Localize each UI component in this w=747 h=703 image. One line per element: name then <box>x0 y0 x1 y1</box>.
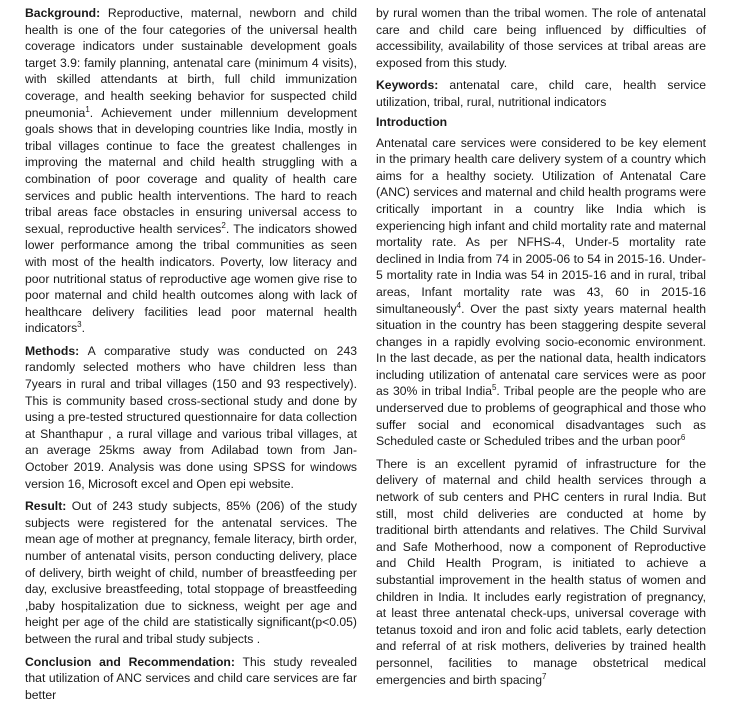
background-text: Reproductive, maternal, newborn and child health is one of the four categories of the universal health coverage indicators under sustainable development goals target 3.9: family planning, antenatal care (minimum 4 visits), with skilled attendants at birth, full child immunization coverage, and health seeking behavior for suspected child pneumonia$^1$. Achievement under millennium development goals shows that in developing countries like India, mostly in tribal villages continue to face the greatest challenges in improving the maternal and child health struggling with a combination of poor coverage and quality of health care services and public health interventions. The hard to reach tribal areas face obstacles in ensuring universal access to sexual, reproductive health services$^2$. The indicators showed lower performance among the tribal communities as seen with most of the health indicators. Poverty, low literacy and poor nutritional status of reproductive age women give rise to poor maternal and child health outcomes along with lack of healthcare delivery facilities lead poor maternal health indicators$^3$. <box>25 6 358 336</box>
citation-superscript: 7 <box>541 671 547 681</box>
left-column <box>25 5 357 703</box>
conclusion-continued-text: by rural women than the tribal women. The role of antenatal care and child care being influenced by difficulties of accessibility, availability of those services at tribal areas are exposed from this study. <box>376 6 706 70</box>
introduction-paragraph-2 <box>376 456 706 688</box>
methods-label: Methods: <box>25 343 80 358</box>
introduction-heading: Introduction <box>376 114 448 129</box>
right-column <box>376 5 706 688</box>
introduction-text-2: There is an excellent pyramid of infrastructure for the delivery of maternal and child health services through a network of sub centers and PHC centers in rural India. But still, most child deliveries are conducted at home by traditional birth attendants and relatives. The Child Survival and Safe Motherhood, now a component of Reproductive and Child Health Program, is initiated to achieve a substantial improvement in the health status of women and children in India. It includes early registration of pregnancy, at least three antenatal check-ups, universal coverage with tetanus toxoid and iron and folic acid tablets, early detection and referral of at risk mothers, deliveries by trained health personnel, facilities to manage obstetrical medical emergencies and birth spacing$^7$ <box>376 456 706 687</box>
methods-paragraph <box>25 343 357 492</box>
keywords-paragraph <box>376 77 706 110</box>
background-label: Background: <box>25 6 101 20</box>
citation-superscript: 2 <box>221 220 226 230</box>
result-paragraph <box>25 498 357 647</box>
result-text: Out of 243 study subjects, 85% (206) of the study subjects were registered for the antenatal services. The mean age of mother at pregnancy, female literacy, birth order, number of antenatal visits, person conducting delivery, place of delivery, birth weight of child, number of breastfeeding per day, exclusive breastfeeding, total stoppage of breastfeeding ,baby hospitalization due to sickness, weight per age and height per age of the child are statistically significant(p<0.05) between the rural and tribal study subjects . <box>25 499 357 646</box>
citation-superscript: 5 <box>491 383 497 393</box>
citation-superscript: 1 <box>85 104 90 114</box>
background-paragraph <box>25 5 357 337</box>
conclusion-continued-paragraph <box>376 5 706 71</box>
result-label: Result: <box>25 499 67 514</box>
methods-text: A comparative study was conducted on 243 randomly selected mothers who have children less than 7years in rural and tribal villages (150 and 93 respectively). This is community based cross-sectional study and done by using a pre-tested structured questionnaire for data collection at Shanthapur , a rural village and various tribal villages, at an average 25kms away from Adilabad town from Jan-October 2019. Analysis was done using SPSS for windows version 16, Microsoft excel and Open epi website. <box>25 343 357 491</box>
introduction-text-1: Antenatal care services were considered to be key element in the primary health care delivery system of a country which aims for a healthy society. Utilization of Antenatal Care (ANC) services and maternal and child health programs were critically important in a country like India which is experiencing high infant and child mortality rate and maternal mortality rate. As per NFHS-4, Under-5 mortality rate declined in India from 74 in 2005-06 to 54 in 2015-16. Under-5 mortality rate in India was 54 in 2015-16 and in rural, tribal areas, Infant mortality rate was 43, 60 in 2015-16 simultaneously$^4$. Over the past sixty years maternal health situation in the country has been staggering despite several changes in a rapidly evolving socio-economic environment. In the last decade, as per the national data, health indicators including utilization of antenatal care services were as poor as 30% in tribal India$^5$. Tribal people are the people who are underserved due to problems of geographical and those who suffer social and economical disadvantages such as Scheduled caste or Scheduled tribes and the urban poor$^6$ <box>376 135 706 449</box>
citation-superscript: 6 <box>680 433 686 443</box>
conclusion-label: Conclusion and Recommendation: <box>25 654 235 669</box>
conclusion-text: This study revealed that utilization of ANC services and child care services are far better <box>25 654 357 702</box>
conclusion-paragraph <box>25 654 357 703</box>
keywords-text: antenatal care, child care, health service utilization, tribal, rural, nutritional indicators <box>376 78 706 109</box>
keywords-label: Keywords: <box>376 78 439 93</box>
citation-superscript: 3 <box>77 320 82 330</box>
citation-superscript: 4 <box>456 300 462 310</box>
introduction-paragraph-1 <box>376 135 706 450</box>
